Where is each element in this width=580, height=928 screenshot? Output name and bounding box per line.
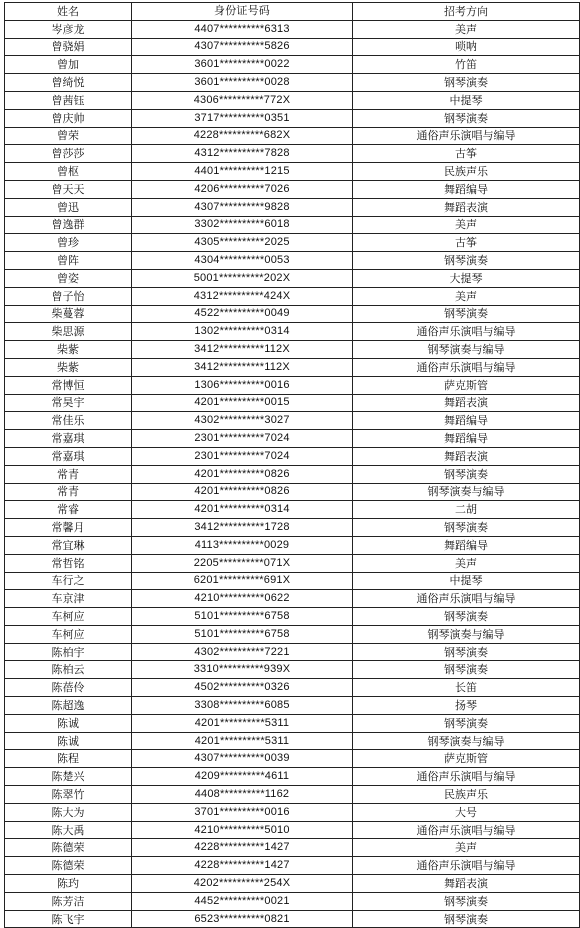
table-body bbox=[5, 20, 580, 928]
cell-id-number: 4201**********5311 bbox=[132, 732, 353, 750]
cell-id-number: 4228**********682X bbox=[132, 127, 353, 145]
header-row bbox=[5, 3, 580, 21]
table-row bbox=[5, 590, 580, 608]
cell-major: 大提琴 bbox=[353, 269, 580, 287]
cell-major: 钢琴演奏与编导 bbox=[353, 341, 580, 359]
cell-major: 钢琴演奏 bbox=[353, 661, 580, 679]
cell-major: 美声 bbox=[353, 554, 580, 572]
table-row bbox=[5, 821, 580, 839]
table-row bbox=[5, 465, 580, 483]
cell-major: 通俗声乐演唱与编导 bbox=[353, 768, 580, 786]
cell-name: 常嘉琪 bbox=[5, 430, 132, 448]
table-row bbox=[5, 572, 580, 590]
cell-name: 车京津 bbox=[5, 590, 132, 608]
cell-major: 钢琴演奏 bbox=[353, 109, 580, 127]
cell-name: 常佳乐 bbox=[5, 412, 132, 430]
cell-id-number: 3412**********112X bbox=[132, 341, 353, 359]
cell-major: 美声 bbox=[353, 839, 580, 857]
cell-major: 钢琴演奏与编导 bbox=[353, 732, 580, 750]
cell-major: 二胡 bbox=[353, 501, 580, 519]
header-major: 招考方向 bbox=[353, 3, 580, 21]
cell-id-number: 4202**********254X bbox=[132, 875, 353, 893]
cell-name: 曾骁娟 bbox=[5, 38, 132, 56]
table-row bbox=[5, 554, 580, 572]
table-row bbox=[5, 697, 580, 715]
cell-major: 通俗声乐演唱与编导 bbox=[353, 323, 580, 341]
table-row bbox=[5, 127, 580, 145]
table-row bbox=[5, 910, 580, 928]
table-row bbox=[5, 234, 580, 252]
cell-major: 舞蹈编导 bbox=[353, 412, 580, 430]
table-row bbox=[5, 412, 580, 430]
table-row bbox=[5, 287, 580, 305]
table-row bbox=[5, 857, 580, 875]
cell-id-number: 2205**********071X bbox=[132, 554, 353, 572]
cell-major: 民族声乐 bbox=[353, 163, 580, 181]
cell-name: 车柯应 bbox=[5, 625, 132, 643]
cell-id-number: 1302**********0314 bbox=[132, 323, 353, 341]
roster-sheet bbox=[4, 2, 576, 928]
cell-id-number: 3601**********0022 bbox=[132, 56, 353, 74]
cell-name: 曾加 bbox=[5, 56, 132, 74]
cell-name: 陈大为 bbox=[5, 803, 132, 821]
cell-name: 常馨月 bbox=[5, 519, 132, 537]
cell-id-number: 3308**********6085 bbox=[132, 697, 353, 715]
table-row bbox=[5, 305, 580, 323]
cell-major: 钢琴演奏 bbox=[353, 608, 580, 626]
table-row bbox=[5, 786, 580, 804]
table-row bbox=[5, 768, 580, 786]
cell-id-number: 4407**********6313 bbox=[132, 20, 353, 38]
table-row bbox=[5, 536, 580, 554]
cell-id-number: 4228**********1427 bbox=[132, 839, 353, 857]
table-row bbox=[5, 341, 580, 359]
cell-major: 舞蹈编导 bbox=[353, 536, 580, 554]
cell-major: 钢琴演奏 bbox=[353, 910, 580, 928]
cell-id-number: 5101**********6758 bbox=[132, 608, 353, 626]
table-row bbox=[5, 109, 580, 127]
table-header bbox=[5, 3, 580, 21]
cell-id-number: 4312**********424X bbox=[132, 287, 353, 305]
cell-major: 通俗声乐演唱与编导 bbox=[353, 127, 580, 145]
cell-id-number: 3302**********6018 bbox=[132, 216, 353, 234]
cell-major: 钢琴演奏与编导 bbox=[353, 625, 580, 643]
cell-name: 曾珍 bbox=[5, 234, 132, 252]
table-row bbox=[5, 750, 580, 768]
cell-major: 舞蹈表演 bbox=[353, 394, 580, 412]
cell-name: 常宜琳 bbox=[5, 536, 132, 554]
cell-id-number: 2301**********7024 bbox=[132, 430, 353, 448]
cell-major: 长笛 bbox=[353, 679, 580, 697]
cell-name: 陈德荣 bbox=[5, 839, 132, 857]
cell-name: 曾子怡 bbox=[5, 287, 132, 305]
cell-major: 舞蹈表演 bbox=[353, 875, 580, 893]
table-row bbox=[5, 483, 580, 501]
cell-id-number: 4522**********0049 bbox=[132, 305, 353, 323]
table-row bbox=[5, 714, 580, 732]
applicant-table bbox=[4, 2, 580, 928]
table-row bbox=[5, 216, 580, 234]
table-row bbox=[5, 501, 580, 519]
table-row bbox=[5, 20, 580, 38]
cell-major: 钢琴演奏 bbox=[353, 714, 580, 732]
cell-name: 陈诚 bbox=[5, 714, 132, 732]
cell-name: 柴紫 bbox=[5, 358, 132, 376]
cell-id-number: 4210**********5010 bbox=[132, 821, 353, 839]
cell-major: 钢琴演奏 bbox=[353, 465, 580, 483]
cell-id-number: 3717**********0351 bbox=[132, 109, 353, 127]
cell-name: 陈柏云 bbox=[5, 661, 132, 679]
cell-name: 曾天天 bbox=[5, 180, 132, 198]
cell-name: 陈诚 bbox=[5, 732, 132, 750]
cell-major: 美声 bbox=[353, 287, 580, 305]
table-row bbox=[5, 145, 580, 163]
table-row bbox=[5, 376, 580, 394]
table-row bbox=[5, 679, 580, 697]
cell-major: 中提琴 bbox=[353, 572, 580, 590]
cell-major: 舞蹈编导 bbox=[353, 180, 580, 198]
table-row bbox=[5, 323, 580, 341]
cell-id-number: 4201**********0015 bbox=[132, 394, 353, 412]
cell-id-number: 3412**********1728 bbox=[132, 519, 353, 537]
cell-name: 陈玓 bbox=[5, 875, 132, 893]
cell-id-number: 4302**********7221 bbox=[132, 643, 353, 661]
cell-major: 萨克斯管 bbox=[353, 376, 580, 394]
cell-name: 柴蔓蓉 bbox=[5, 305, 132, 323]
cell-major: 古筝 bbox=[353, 145, 580, 163]
cell-major: 中提琴 bbox=[353, 91, 580, 109]
cell-id-number: 6201**********691X bbox=[132, 572, 353, 590]
cell-major: 钢琴演奏 bbox=[353, 252, 580, 270]
cell-name: 常青 bbox=[5, 483, 132, 501]
table-row bbox=[5, 91, 580, 109]
cell-id-number: 4304**********0053 bbox=[132, 252, 353, 270]
table-row bbox=[5, 803, 580, 821]
cell-name: 陈程 bbox=[5, 750, 132, 768]
cell-id-number: 4201**********0826 bbox=[132, 465, 353, 483]
cell-id-number: 4502**********0326 bbox=[132, 679, 353, 697]
cell-name: 陈飞宇 bbox=[5, 910, 132, 928]
cell-id-number: 3412**********112X bbox=[132, 358, 353, 376]
cell-id-number: 4302**********3027 bbox=[132, 412, 353, 430]
cell-major: 钢琴演奏 bbox=[353, 305, 580, 323]
cell-id-number: 3601**********0028 bbox=[132, 74, 353, 92]
cell-id-number: 5101**********6758 bbox=[132, 625, 353, 643]
cell-name: 陈超逸 bbox=[5, 697, 132, 715]
cell-name: 曾逸群 bbox=[5, 216, 132, 234]
cell-id-number: 3701**********0016 bbox=[132, 803, 353, 821]
cell-name: 陈德荣 bbox=[5, 857, 132, 875]
cell-major: 钢琴演奏 bbox=[353, 74, 580, 92]
cell-major: 钢琴演奏与编导 bbox=[353, 483, 580, 501]
table-row bbox=[5, 252, 580, 270]
cell-name: 常昊宇 bbox=[5, 394, 132, 412]
cell-id-number: 4401**********1215 bbox=[132, 163, 353, 181]
cell-name: 常嘉琪 bbox=[5, 447, 132, 465]
cell-id-number: 4312**********7828 bbox=[132, 145, 353, 163]
table-row bbox=[5, 447, 580, 465]
table-row bbox=[5, 430, 580, 448]
cell-id-number: 4201**********5311 bbox=[132, 714, 353, 732]
table-row bbox=[5, 358, 580, 376]
cell-name: 曾枢 bbox=[5, 163, 132, 181]
cell-major: 通俗声乐演唱与编导 bbox=[353, 590, 580, 608]
table-row bbox=[5, 839, 580, 857]
cell-id-number: 4201**********0314 bbox=[132, 501, 353, 519]
table-row bbox=[5, 643, 580, 661]
cell-id-number: 4307**********0039 bbox=[132, 750, 353, 768]
cell-id-number: 4201**********0826 bbox=[132, 483, 353, 501]
table-row bbox=[5, 56, 580, 74]
cell-name: 陈芳洁 bbox=[5, 892, 132, 910]
cell-name: 曾绮悦 bbox=[5, 74, 132, 92]
cell-name: 陈大禹 bbox=[5, 821, 132, 839]
cell-name: 岑彦龙 bbox=[5, 20, 132, 38]
table-row bbox=[5, 875, 580, 893]
cell-id-number: 4305**********2025 bbox=[132, 234, 353, 252]
table-row bbox=[5, 732, 580, 750]
cell-name: 陈翠竹 bbox=[5, 786, 132, 804]
cell-major: 民族声乐 bbox=[353, 786, 580, 804]
table-row bbox=[5, 519, 580, 537]
cell-id-number: 4307**********9828 bbox=[132, 198, 353, 216]
cell-major: 古筝 bbox=[353, 234, 580, 252]
cell-name: 常博恒 bbox=[5, 376, 132, 394]
table-row bbox=[5, 163, 580, 181]
cell-major: 钢琴演奏 bbox=[353, 892, 580, 910]
table-row bbox=[5, 892, 580, 910]
cell-name: 常青 bbox=[5, 465, 132, 483]
cell-id-number: 4452**********0021 bbox=[132, 892, 353, 910]
cell-name: 柴紫 bbox=[5, 341, 132, 359]
cell-id-number: 3310**********939X bbox=[132, 661, 353, 679]
cell-name: 曾荣 bbox=[5, 127, 132, 145]
cell-id-number: 4307**********5826 bbox=[132, 38, 353, 56]
cell-name: 陈楚兴 bbox=[5, 768, 132, 786]
cell-name: 车行之 bbox=[5, 572, 132, 590]
cell-major: 美声 bbox=[353, 216, 580, 234]
cell-major: 舞蹈编导 bbox=[353, 430, 580, 448]
cell-id-number: 4408**********1162 bbox=[132, 786, 353, 804]
cell-major: 大号 bbox=[353, 803, 580, 821]
cell-name: 陈柏宇 bbox=[5, 643, 132, 661]
cell-name: 车柯应 bbox=[5, 608, 132, 626]
cell-name: 曾庆帅 bbox=[5, 109, 132, 127]
cell-name: 曾茜钰 bbox=[5, 91, 132, 109]
cell-id-number: 6523**********0821 bbox=[132, 910, 353, 928]
cell-name: 曾姿 bbox=[5, 269, 132, 287]
cell-name: 柴思源 bbox=[5, 323, 132, 341]
cell-major: 萨克斯管 bbox=[353, 750, 580, 768]
cell-id-number: 4228**********1427 bbox=[132, 857, 353, 875]
table-row bbox=[5, 198, 580, 216]
cell-id-number: 1306**********0016 bbox=[132, 376, 353, 394]
cell-major: 钢琴演奏 bbox=[353, 643, 580, 661]
cell-id-number: 4113**********0029 bbox=[132, 536, 353, 554]
cell-major: 美声 bbox=[353, 20, 580, 38]
cell-major: 唢呐 bbox=[353, 38, 580, 56]
cell-name: 曾阵 bbox=[5, 252, 132, 270]
table-row bbox=[5, 180, 580, 198]
cell-id-number: 2301**********7024 bbox=[132, 447, 353, 465]
cell-major: 通俗声乐演唱与编导 bbox=[353, 821, 580, 839]
table-row bbox=[5, 625, 580, 643]
cell-name: 陈蓓伶 bbox=[5, 679, 132, 697]
cell-major: 通俗声乐演唱与编导 bbox=[353, 857, 580, 875]
cell-id-number: 4306**********772X bbox=[132, 91, 353, 109]
table-row bbox=[5, 661, 580, 679]
cell-name: 曾莎莎 bbox=[5, 145, 132, 163]
cell-major: 舞蹈表演 bbox=[353, 198, 580, 216]
header-id-number: 身份证号码 bbox=[132, 3, 353, 21]
table-row bbox=[5, 38, 580, 56]
cell-name: 曾迅 bbox=[5, 198, 132, 216]
cell-name: 常睿 bbox=[5, 501, 132, 519]
cell-major: 竹笛 bbox=[353, 56, 580, 74]
cell-major: 钢琴演奏 bbox=[353, 519, 580, 537]
header-name: 姓名 bbox=[5, 3, 132, 21]
cell-id-number: 4206**********7026 bbox=[132, 180, 353, 198]
cell-major: 扬琴 bbox=[353, 697, 580, 715]
cell-name: 常哲铭 bbox=[5, 554, 132, 572]
cell-id-number: 4210**********0622 bbox=[132, 590, 353, 608]
cell-id-number: 5001**********202X bbox=[132, 269, 353, 287]
table-row bbox=[5, 269, 580, 287]
cell-major: 通俗声乐演唱与编导 bbox=[353, 358, 580, 376]
table-row bbox=[5, 608, 580, 626]
cell-id-number: 4209**********4611 bbox=[132, 768, 353, 786]
table-row bbox=[5, 394, 580, 412]
table-row bbox=[5, 74, 580, 92]
cell-major: 舞蹈表演 bbox=[353, 447, 580, 465]
